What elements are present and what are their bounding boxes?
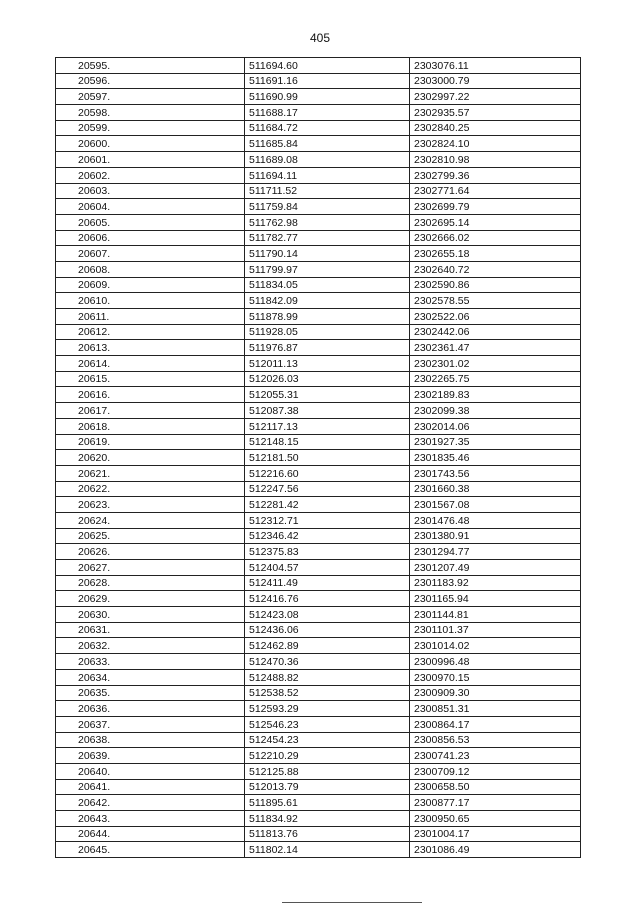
northing-cell: 2302640.72 — [410, 261, 581, 277]
point-number-cell: 20620. — [56, 450, 245, 466]
point-number-cell: 20598. — [56, 105, 245, 121]
point-number-cell: 20596. — [56, 73, 245, 89]
easting-cell: 511684.72 — [245, 120, 410, 136]
table-row — [56, 795, 581, 811]
table-row — [56, 277, 581, 293]
point-number-cell: 20618. — [56, 418, 245, 434]
easting-cell: 511802.14 — [245, 842, 410, 858]
table-row — [56, 638, 581, 654]
easting-cell: 511694.60 — [245, 58, 410, 74]
table-row — [56, 214, 581, 230]
point-number-cell: 20616. — [56, 387, 245, 403]
northing-cell: 2300741.23 — [410, 748, 581, 764]
table-row — [56, 654, 581, 670]
table-row — [56, 842, 581, 858]
northing-cell: 2301144.81 — [410, 607, 581, 623]
easting-cell: 511928.05 — [245, 324, 410, 340]
point-number-cell: 20601. — [56, 152, 245, 168]
point-number-cell: 20609. — [56, 277, 245, 293]
northing-cell: 2303076.11 — [410, 58, 581, 74]
easting-cell: 511834.05 — [245, 277, 410, 293]
point-number-cell: 20621. — [56, 465, 245, 481]
point-number-cell: 20640. — [56, 763, 245, 779]
page-number: 405 — [309, 31, 331, 45]
northing-cell: 2301004.17 — [410, 826, 581, 842]
point-number-cell: 20613. — [56, 340, 245, 356]
easting-cell: 512125.88 — [245, 763, 410, 779]
northing-cell: 2303000.79 — [410, 73, 581, 89]
point-number-cell: 20637. — [56, 716, 245, 732]
table-row — [56, 89, 581, 105]
table-row — [56, 183, 581, 199]
table-row — [56, 528, 581, 544]
easting-cell: 511689.08 — [245, 152, 410, 168]
easting-cell: 512346.42 — [245, 528, 410, 544]
easting-cell: 512470.36 — [245, 654, 410, 670]
northing-cell: 2300856.53 — [410, 732, 581, 748]
northing-cell: 2302301.02 — [410, 356, 581, 372]
table-row — [56, 591, 581, 607]
table-row — [56, 418, 581, 434]
easting-cell: 512210.29 — [245, 748, 410, 764]
point-number-cell: 20627. — [56, 560, 245, 576]
point-number-cell: 20629. — [56, 591, 245, 607]
table-row — [56, 450, 581, 466]
point-number-cell: 20603. — [56, 183, 245, 199]
easting-cell: 512148.15 — [245, 434, 410, 450]
table-row — [56, 763, 581, 779]
northing-cell: 2300950.65 — [410, 811, 581, 827]
table-row — [56, 512, 581, 528]
point-number-cell: 20619. — [56, 434, 245, 450]
northing-cell: 2302666.02 — [410, 230, 581, 246]
table-row — [56, 58, 581, 74]
northing-cell: 2302265.75 — [410, 371, 581, 387]
point-number-cell: 20605. — [56, 214, 245, 230]
easting-cell: 511688.17 — [245, 105, 410, 121]
table-row — [56, 309, 581, 325]
point-number-cell: 20633. — [56, 654, 245, 670]
point-number-cell: 20622. — [56, 481, 245, 497]
point-number-cell: 20625. — [56, 528, 245, 544]
table-row — [56, 199, 581, 215]
easting-cell: 512436.06 — [245, 622, 410, 638]
northing-cell: 2302655.18 — [410, 246, 581, 262]
easting-cell: 512011.13 — [245, 356, 410, 372]
northing-cell: 2302824.10 — [410, 136, 581, 152]
northing-cell: 2301183.92 — [410, 575, 581, 591]
northing-cell: 2300851.31 — [410, 701, 581, 717]
easting-cell: 511691.16 — [245, 73, 410, 89]
northing-cell: 2301927.35 — [410, 434, 581, 450]
table-row — [56, 607, 581, 623]
point-number-cell: 20634. — [56, 669, 245, 685]
point-number-cell: 20615. — [56, 371, 245, 387]
northing-cell: 2302361.47 — [410, 340, 581, 356]
table-row — [56, 403, 581, 419]
easting-cell: 512281.42 — [245, 497, 410, 513]
table-row — [56, 465, 581, 481]
northing-cell: 2301380.91 — [410, 528, 581, 544]
table-row — [56, 811, 581, 827]
table-row — [56, 748, 581, 764]
point-number-cell: 20604. — [56, 199, 245, 215]
table-row — [56, 387, 581, 403]
table-row — [56, 105, 581, 121]
easting-cell: 511694.11 — [245, 167, 410, 183]
northing-cell: 2302695.14 — [410, 214, 581, 230]
table-row — [56, 826, 581, 842]
table-row — [56, 371, 581, 387]
point-number-cell: 20643. — [56, 811, 245, 827]
table-row — [56, 261, 581, 277]
table-row — [56, 481, 581, 497]
easting-cell: 512454.23 — [245, 732, 410, 748]
northing-cell: 2302442.06 — [410, 324, 581, 340]
easting-cell: 512087.38 — [245, 403, 410, 419]
northing-cell: 2300970.15 — [410, 669, 581, 685]
table-row — [56, 230, 581, 246]
northing-cell: 2301835.46 — [410, 450, 581, 466]
easting-cell: 512247.56 — [245, 481, 410, 497]
easting-cell: 511711.52 — [245, 183, 410, 199]
northing-cell: 2302810.98 — [410, 152, 581, 168]
point-number-cell: 20636. — [56, 701, 245, 717]
easting-cell: 512423.08 — [245, 607, 410, 623]
northing-cell: 2300877.17 — [410, 795, 581, 811]
table-row — [56, 669, 581, 685]
table-row — [56, 622, 581, 638]
point-number-cell: 20614. — [56, 356, 245, 372]
table-row — [56, 293, 581, 309]
easting-cell: 512375.83 — [245, 544, 410, 560]
northing-cell: 2302014.06 — [410, 418, 581, 434]
northing-cell: 2301101.37 — [410, 622, 581, 638]
northing-cell: 2301567.08 — [410, 497, 581, 513]
northing-cell: 2301294.77 — [410, 544, 581, 560]
table-row — [56, 73, 581, 89]
point-number-cell: 20602. — [56, 167, 245, 183]
point-number-cell: 20644. — [56, 826, 245, 842]
point-number-cell: 20624. — [56, 512, 245, 528]
footer-rule — [282, 902, 422, 903]
table-row — [56, 434, 581, 450]
easting-cell: 512181.50 — [245, 450, 410, 466]
northing-cell: 2300709.12 — [410, 763, 581, 779]
table-row — [56, 324, 581, 340]
easting-cell: 511976.87 — [245, 340, 410, 356]
northing-cell: 2301207.49 — [410, 560, 581, 576]
northing-cell: 2301660.38 — [410, 481, 581, 497]
point-number-cell: 20642. — [56, 795, 245, 811]
point-number-cell: 20631. — [56, 622, 245, 638]
point-number-cell: 20632. — [56, 638, 245, 654]
northing-cell: 2302590.86 — [410, 277, 581, 293]
table-row — [56, 575, 581, 591]
easting-cell: 511842.09 — [245, 293, 410, 309]
northing-cell: 2301014.02 — [410, 638, 581, 654]
northing-cell: 2301476.48 — [410, 512, 581, 528]
easting-cell: 511834.92 — [245, 811, 410, 827]
easting-cell: 512026.03 — [245, 371, 410, 387]
table-row — [56, 779, 581, 795]
northing-cell: 2302935.57 — [410, 105, 581, 121]
easting-cell: 511782.77 — [245, 230, 410, 246]
northing-cell: 2302997.22 — [410, 89, 581, 105]
point-number-cell: 20597. — [56, 89, 245, 105]
table-row — [56, 544, 581, 560]
easting-cell: 511895.61 — [245, 795, 410, 811]
easting-cell: 511790.14 — [245, 246, 410, 262]
easting-cell: 512538.52 — [245, 685, 410, 701]
easting-cell: 512216.60 — [245, 465, 410, 481]
northing-cell: 2302099.38 — [410, 403, 581, 419]
northing-cell: 2300864.17 — [410, 716, 581, 732]
point-number-cell: 20606. — [56, 230, 245, 246]
point-number-cell: 20628. — [56, 575, 245, 591]
coordinates-table — [55, 57, 581, 858]
point-number-cell: 20638. — [56, 732, 245, 748]
coordinates-table-body — [56, 58, 581, 858]
easting-cell: 511799.97 — [245, 261, 410, 277]
northing-cell: 2302799.36 — [410, 167, 581, 183]
table-row — [56, 120, 581, 136]
point-number-cell: 20612. — [56, 324, 245, 340]
easting-cell: 512312.71 — [245, 512, 410, 528]
point-number-cell: 20595. — [56, 58, 245, 74]
table-row — [56, 356, 581, 372]
northing-cell: 2301165.94 — [410, 591, 581, 607]
easting-cell: 511762.98 — [245, 214, 410, 230]
table-row — [56, 136, 581, 152]
easting-cell: 512404.57 — [245, 560, 410, 576]
easting-cell: 512488.82 — [245, 669, 410, 685]
easting-cell: 512462.89 — [245, 638, 410, 654]
northing-cell: 2302840.25 — [410, 120, 581, 136]
table-row — [56, 732, 581, 748]
table-row — [56, 497, 581, 513]
easting-cell: 511813.76 — [245, 826, 410, 842]
point-number-cell: 20645. — [56, 842, 245, 858]
northing-cell: 2302578.55 — [410, 293, 581, 309]
easting-cell: 512117.13 — [245, 418, 410, 434]
easting-cell: 512055.31 — [245, 387, 410, 403]
northing-cell: 2300909.30 — [410, 685, 581, 701]
easting-cell: 512546.23 — [245, 716, 410, 732]
table-row — [56, 246, 581, 262]
table-row — [56, 685, 581, 701]
northing-cell: 2300658.50 — [410, 779, 581, 795]
easting-cell: 512411.49 — [245, 575, 410, 591]
easting-cell: 511878.99 — [245, 309, 410, 325]
point-number-cell: 20623. — [56, 497, 245, 513]
table-row — [56, 701, 581, 717]
northing-cell: 2300996.48 — [410, 654, 581, 670]
table-row — [56, 340, 581, 356]
northing-cell: 2301743.56 — [410, 465, 581, 481]
easting-cell: 511759.84 — [245, 199, 410, 215]
table-row — [56, 167, 581, 183]
northing-cell: 2302522.06 — [410, 309, 581, 325]
point-number-cell: 20617. — [56, 403, 245, 419]
table-row — [56, 716, 581, 732]
table-row — [56, 560, 581, 576]
point-number-cell: 20599. — [56, 120, 245, 136]
northing-cell: 2302189.83 — [410, 387, 581, 403]
point-number-cell: 20639. — [56, 748, 245, 764]
point-number-cell: 20607. — [56, 246, 245, 262]
point-number-cell: 20610. — [56, 293, 245, 309]
point-number-cell: 20626. — [56, 544, 245, 560]
easting-cell: 512416.76 — [245, 591, 410, 607]
point-number-cell: 20630. — [56, 607, 245, 623]
easting-cell: 512593.29 — [245, 701, 410, 717]
point-number-cell: 20600. — [56, 136, 245, 152]
point-number-cell: 20608. — [56, 261, 245, 277]
northing-cell: 2302771.64 — [410, 183, 581, 199]
northing-cell: 2301086.49 — [410, 842, 581, 858]
northing-cell: 2302699.79 — [410, 199, 581, 215]
easting-cell: 511685.84 — [245, 136, 410, 152]
point-number-cell: 20641. — [56, 779, 245, 795]
point-number-cell: 20635. — [56, 685, 245, 701]
point-number-cell: 20611. — [56, 309, 245, 325]
easting-cell: 511690.99 — [245, 89, 410, 105]
easting-cell: 512013.79 — [245, 779, 410, 795]
table-row — [56, 152, 581, 168]
